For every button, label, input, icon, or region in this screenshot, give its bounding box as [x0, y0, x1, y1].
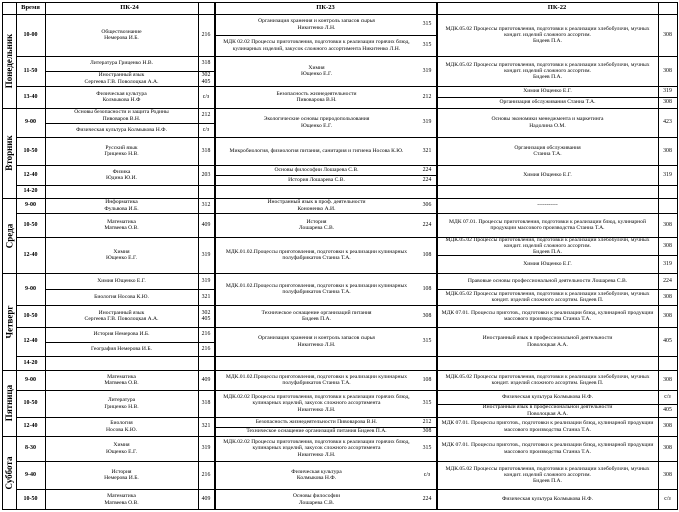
- day-label: Среда: [4, 223, 14, 248]
- time-slot: 10-50: [23, 400, 38, 407]
- day-label: Суббота: [4, 456, 14, 490]
- grid-line: [16, 356, 677, 357]
- day-label: Пятница: [4, 384, 14, 422]
- lesson-cell: Математика Матвеева О.В.: [104, 218, 139, 231]
- lesson-cell: Русский язык Гриценко Н.В.: [104, 144, 139, 157]
- room-cell: с/з: [664, 496, 671, 503]
- lesson-cell: Физическая культура Колмыкова Н.Ф.: [76, 126, 167, 133]
- lesson-cell: Основы безопасности и защита Родины Пивоваров В.Н.: [74, 109, 169, 122]
- room-cell: 108: [422, 251, 432, 258]
- lesson-cell: Основы философии Лошарева С.В.: [292, 493, 341, 506]
- lesson-cell: Правовые основы профессиональной деятельности Лошарева С.В.: [467, 277, 628, 284]
- time-slot: 9-00: [25, 202, 36, 209]
- lesson-cell: МДК.05.02 Процессы приготовления, подготовки к реализации хлебобулочн, мучных кондит. изделий сложного ассортим. Бидеев П.А.: [445, 61, 650, 81]
- room-cell: 423: [663, 119, 672, 126]
- lesson-cell: Химия Ющенко Е.Г.: [523, 171, 572, 178]
- room-cell: 216: [201, 331, 211, 338]
- lesson-cell: Иностранный язык в профессиональной деятельности Поволоцкая А.А.: [482, 404, 613, 417]
- room-cell: 319: [663, 260, 672, 267]
- time-slot: 14-20: [23, 359, 38, 366]
- lesson-cell: Литература Гриценко Н.В.: [104, 397, 139, 410]
- lesson-cell: МДК.02.02 Процессы приготовления, подготовки к реализации горячих блюд, кулинарных изделий, закусок сложного ассортимента Никитенко Л.Н.: [223, 439, 410, 458]
- time-slot: 13-40: [23, 93, 38, 100]
- lesson-cell: Иностранный язык в профессиональной деятельности Поволоцкая А.А.: [482, 335, 613, 348]
- lesson-cell: История Немерова И.Б.: [93, 331, 150, 338]
- room-cell: 308: [663, 445, 672, 452]
- room-cell: 312: [201, 202, 211, 209]
- lesson-cell: Обществознание Немерова И.Б.: [101, 28, 142, 41]
- lesson-cell: Физическая культура Колмыкова Н.Ф: [96, 90, 147, 103]
- room-cell: 308: [422, 312, 432, 319]
- room-cell: 308: [663, 67, 672, 74]
- lesson-cell: МДК.05.02 Процессы приготовления, подготовки к реализации хлебобулочн, мучных кондит. изделий сложного ассортим. Бидеев П.: [445, 373, 650, 386]
- room-cell: 315: [422, 21, 432, 28]
- room-cell: с/з: [202, 126, 210, 133]
- lesson-cell: Химия Ющенко Е.Г.: [97, 277, 146, 284]
- grid-line: [2, 2, 677, 3]
- lesson-cell: Литература Гриценко Н.В.: [89, 60, 154, 67]
- lesson-cell: Экологические основы природопользования Ющенко Е.Г.: [263, 116, 370, 129]
- lesson-cell: История Немерова И.Б.: [104, 468, 139, 481]
- lesson-cell: Химия Ющенко Е.Г.: [106, 248, 137, 261]
- lesson-cell: МДК.05.02 Процессы приготовления, подготовки к реализации хлебобулочн, мучных кондит. изделий сложного ассортим. Бидеев П.А.: [445, 237, 650, 255]
- lesson-cell: Физическая культура Колмыкова Н.Ф.: [502, 496, 593, 503]
- room-cell: 203: [201, 171, 211, 178]
- lesson-cell: Иностранный язык в проф. деятельности Кононенко А.И.: [267, 199, 366, 212]
- room-cell: 409: [201, 496, 211, 503]
- room-cell: 321: [422, 147, 432, 154]
- room-cell: 302 405: [201, 72, 211, 85]
- room-cell: 318: [201, 60, 211, 67]
- header-time: Время: [21, 4, 40, 12]
- room-cell: 308: [663, 31, 672, 38]
- lesson-cell: МДК.05.02 Процессы приготовления, подготовки к реализации хлебобулочн, мучных кондит. изделий сложного ассортим. Бидеев П.А.: [445, 465, 650, 485]
- room-cell: 319: [422, 119, 432, 126]
- lesson-cell: МДК.02.02 Процессы приготовления, подготовки к реализации горячих блюд, кулинарных изделий, закусок сложного ассортимента Никитенко Л.Н.: [223, 394, 410, 413]
- lesson-cell: Информатика Фульвова И.Б.: [104, 199, 139, 212]
- lesson-cell: Иностранный язык Сергеева Г.В. Поволоцкая А.А.: [84, 72, 159, 85]
- day-label: Вторник: [4, 135, 14, 171]
- room-cell: 321: [201, 423, 211, 430]
- room-cell: 224: [422, 496, 432, 503]
- room-cell: 319: [663, 171, 672, 178]
- room-cell: 308: [663, 99, 672, 106]
- room-cell: 318: [201, 400, 211, 407]
- lesson-cell: Физика Юдина Ю.И.: [106, 168, 137, 181]
- room-cell: 308: [422, 428, 432, 435]
- time-slot: 10-00: [23, 31, 38, 38]
- time-slot: 10-50: [23, 312, 38, 319]
- header-group-pk24: ПК-24: [120, 4, 139, 12]
- room-cell: 306: [422, 202, 432, 209]
- lesson-cell: Организация обслуживания Станиа Т.А.: [514, 144, 581, 157]
- room-cell: 409: [201, 221, 211, 228]
- lesson-cell: Организация обслуживания Станиа Т.А.: [499, 99, 596, 106]
- room-cell: 108: [422, 376, 432, 383]
- room-cell: 216: [201, 471, 211, 478]
- lesson-cell: Биология Носова К.Ю.: [94, 293, 149, 300]
- time-slot: 12-40: [23, 423, 38, 430]
- header-group-pk23: ПК-23: [316, 4, 335, 12]
- grid-line: [16, 185, 677, 186]
- time-slot: 9-00: [25, 285, 36, 292]
- lesson-cell: Основы философии Лошарева С.В.: [274, 166, 359, 173]
- lesson-cell: Организация хранения и контроль запасов сырья Никитенко Л.Н.: [258, 18, 375, 31]
- room-cell: 224: [422, 176, 432, 183]
- lesson-cell: Физическая культура Колмыкова Н.Ф.: [291, 468, 342, 481]
- room-cell: 302 405: [201, 309, 211, 322]
- lesson-cell: МДК 07.01. Процессы приготов., подготовки к реализации блюд, кулинарной продукции массового производства Станиа Т.А.: [441, 309, 654, 322]
- lesson-cell: Техническое оснащение организаций питания Бидеев П.А.: [246, 428, 387, 435]
- room-cell: 315: [422, 42, 432, 49]
- room-cell: с/з: [202, 93, 210, 100]
- room-cell: 212: [201, 112, 211, 119]
- lesson-cell: Микробиология, физиология питания, санитария и гигиена Носова К.Ю.: [229, 147, 404, 154]
- time-slot: 9-00: [25, 376, 36, 383]
- room-cell: 108: [422, 285, 432, 292]
- room-cell: 308: [663, 221, 672, 228]
- room-cell: 319: [422, 67, 432, 74]
- header-group-pk22: ПК-22: [547, 4, 567, 12]
- lesson-cell: Математика Матвеева О.В.: [104, 373, 139, 386]
- time-slot: 12-40: [23, 338, 38, 345]
- lesson-cell: -----------: [537, 202, 558, 209]
- time-slot: 9-40: [25, 471, 36, 478]
- lesson-cell: Организация хранения и контроль запасов сырья Никитенко Л.Н.: [258, 335, 375, 348]
- room-cell: с/з: [423, 471, 431, 478]
- room-cell: 308: [663, 293, 672, 300]
- grid-line: [677, 2, 678, 510]
- time-slot: 8-30: [25, 445, 36, 452]
- room-cell: 405: [663, 407, 672, 414]
- room-cell: 308: [663, 242, 672, 249]
- lesson-cell: МДК.05.02 Процессы приготовления, подготовки к реализации хлебобулочн, мучных кондит. изделий сложного ассортим. Бидеев П.: [445, 290, 650, 303]
- room-cell: 308: [663, 147, 672, 154]
- room-cell: 212: [422, 418, 432, 425]
- time-slot: 12-40: [23, 251, 38, 258]
- room-cell: 409: [201, 376, 211, 383]
- room-cell: 319: [663, 88, 672, 95]
- room-cell: 315: [422, 338, 432, 345]
- room-cell: с/з: [664, 393, 671, 400]
- room-cell: 308: [663, 423, 672, 430]
- lesson-cell: География Немерова И.Б.: [91, 345, 152, 352]
- lesson-cell: МДК.05.02 Процессы приготовления, подготовки к реализации хлебобулочн, мучных кондит. изделий сложного ассортим. Бидеев П.А.: [445, 25, 650, 45]
- room-cell: 308: [663, 471, 672, 478]
- lesson-cell: МДК 07.01. Процессы приготов., подготовки к реализации блюд, кулинарной продукции массового производства Станиа Т.А.: [441, 442, 654, 455]
- lesson-cell: МДК.01.02.Процессы приготовления, подготовки к реализации кулинарных полуфабрикатов Станиа Т.А.: [225, 282, 408, 295]
- lesson-cell: МДК 02.02 Процессы приготовления, подготовки к реализации горячих блюд, кулинарных изделий, закусок сложного ассортимента Никитенко Л.Н.: [223, 39, 410, 52]
- time-slot: 10-50: [23, 496, 38, 503]
- lesson-cell: Биология Носова К.Ю.: [106, 420, 137, 433]
- day-label: Четверг: [4, 305, 14, 338]
- time-slot: 14-20: [23, 188, 38, 195]
- room-cell: 319: [201, 445, 211, 452]
- room-cell: 321: [201, 293, 211, 300]
- lesson-cell: История Лошарева С.В.: [298, 218, 335, 231]
- lesson-cell: Безопасность жизнедеятельности Пивоварова В.Н.: [276, 90, 357, 103]
- lesson-cell: Химия Ющенко Е.Г.: [301, 64, 332, 77]
- lesson-cell: МДК 07.01. Процессы приготовления, подготовки к реализации блюд, кулинарной продукции массового производства Станиа Т.А.: [449, 218, 646, 231]
- time-slot: 10-50: [23, 221, 38, 228]
- lesson-cell: Химия Ющенко Е.Г.: [523, 260, 572, 267]
- room-cell: 216: [201, 345, 211, 352]
- room-cell: 216: [201, 31, 211, 38]
- lesson-cell: Иностранный язык Сергеева Г.В. Поволоцкая А.А.: [84, 309, 159, 322]
- lesson-cell: МДК.01.02.Процессы приготовления, подготовки к реализации кулинарных полуфабрикатов Станиа Т.А.: [225, 373, 408, 386]
- lesson-cell: Основы экономики менеджмента и маркетинга Надолина О.М.: [491, 116, 604, 129]
- room-cell: 319: [201, 251, 211, 258]
- room-cell: 318: [201, 147, 211, 154]
- room-cell: 315: [422, 400, 432, 407]
- room-cell: 405: [663, 338, 672, 345]
- time-slot: 11-50: [23, 67, 38, 74]
- room-cell: 224: [663, 277, 672, 284]
- room-cell: 319: [201, 277, 211, 284]
- lesson-cell: Физическая культура Колмыкова Н.Ф.: [502, 393, 593, 400]
- lesson-cell: Химия Ющенко Е.Г.: [523, 88, 572, 95]
- time-slot: 10-50: [23, 147, 38, 154]
- room-cell: 308: [663, 376, 672, 383]
- lesson-cell: Химия Ющенко Е.Г.: [106, 442, 137, 455]
- lesson-cell: Математика Матвеева О.В.: [104, 493, 139, 506]
- grid-line: [2, 509, 677, 510]
- room-cell: 224: [422, 166, 432, 173]
- time-slot: 9-00: [25, 119, 36, 126]
- room-cell: 224: [422, 221, 432, 228]
- room-cell: 212: [422, 93, 432, 100]
- lesson-cell: МДК 07.01. Процессы приготов., подготовки к реализации блюд, кулинарной продукции массового производства Станиа Т.А.: [441, 420, 654, 433]
- time-slot: 12-40: [23, 171, 38, 178]
- lesson-cell: Безопасность жизнедеятельности Пивоварова В.Н.: [255, 418, 378, 425]
- lesson-cell: История Лошарева С.В.: [288, 176, 345, 183]
- room-cell: 315: [422, 445, 432, 452]
- room-cell: 308: [663, 312, 672, 319]
- lesson-cell: МДК.01.02.Процессы приготовления, подготовки к реализации кулинарных полуфабрикатов Станиа Т.А.: [225, 248, 408, 261]
- day-label: Понедельник: [4, 33, 14, 89]
- lesson-cell: Техническое оснащение организаций питания Бидеев П.А.: [261, 309, 372, 322]
